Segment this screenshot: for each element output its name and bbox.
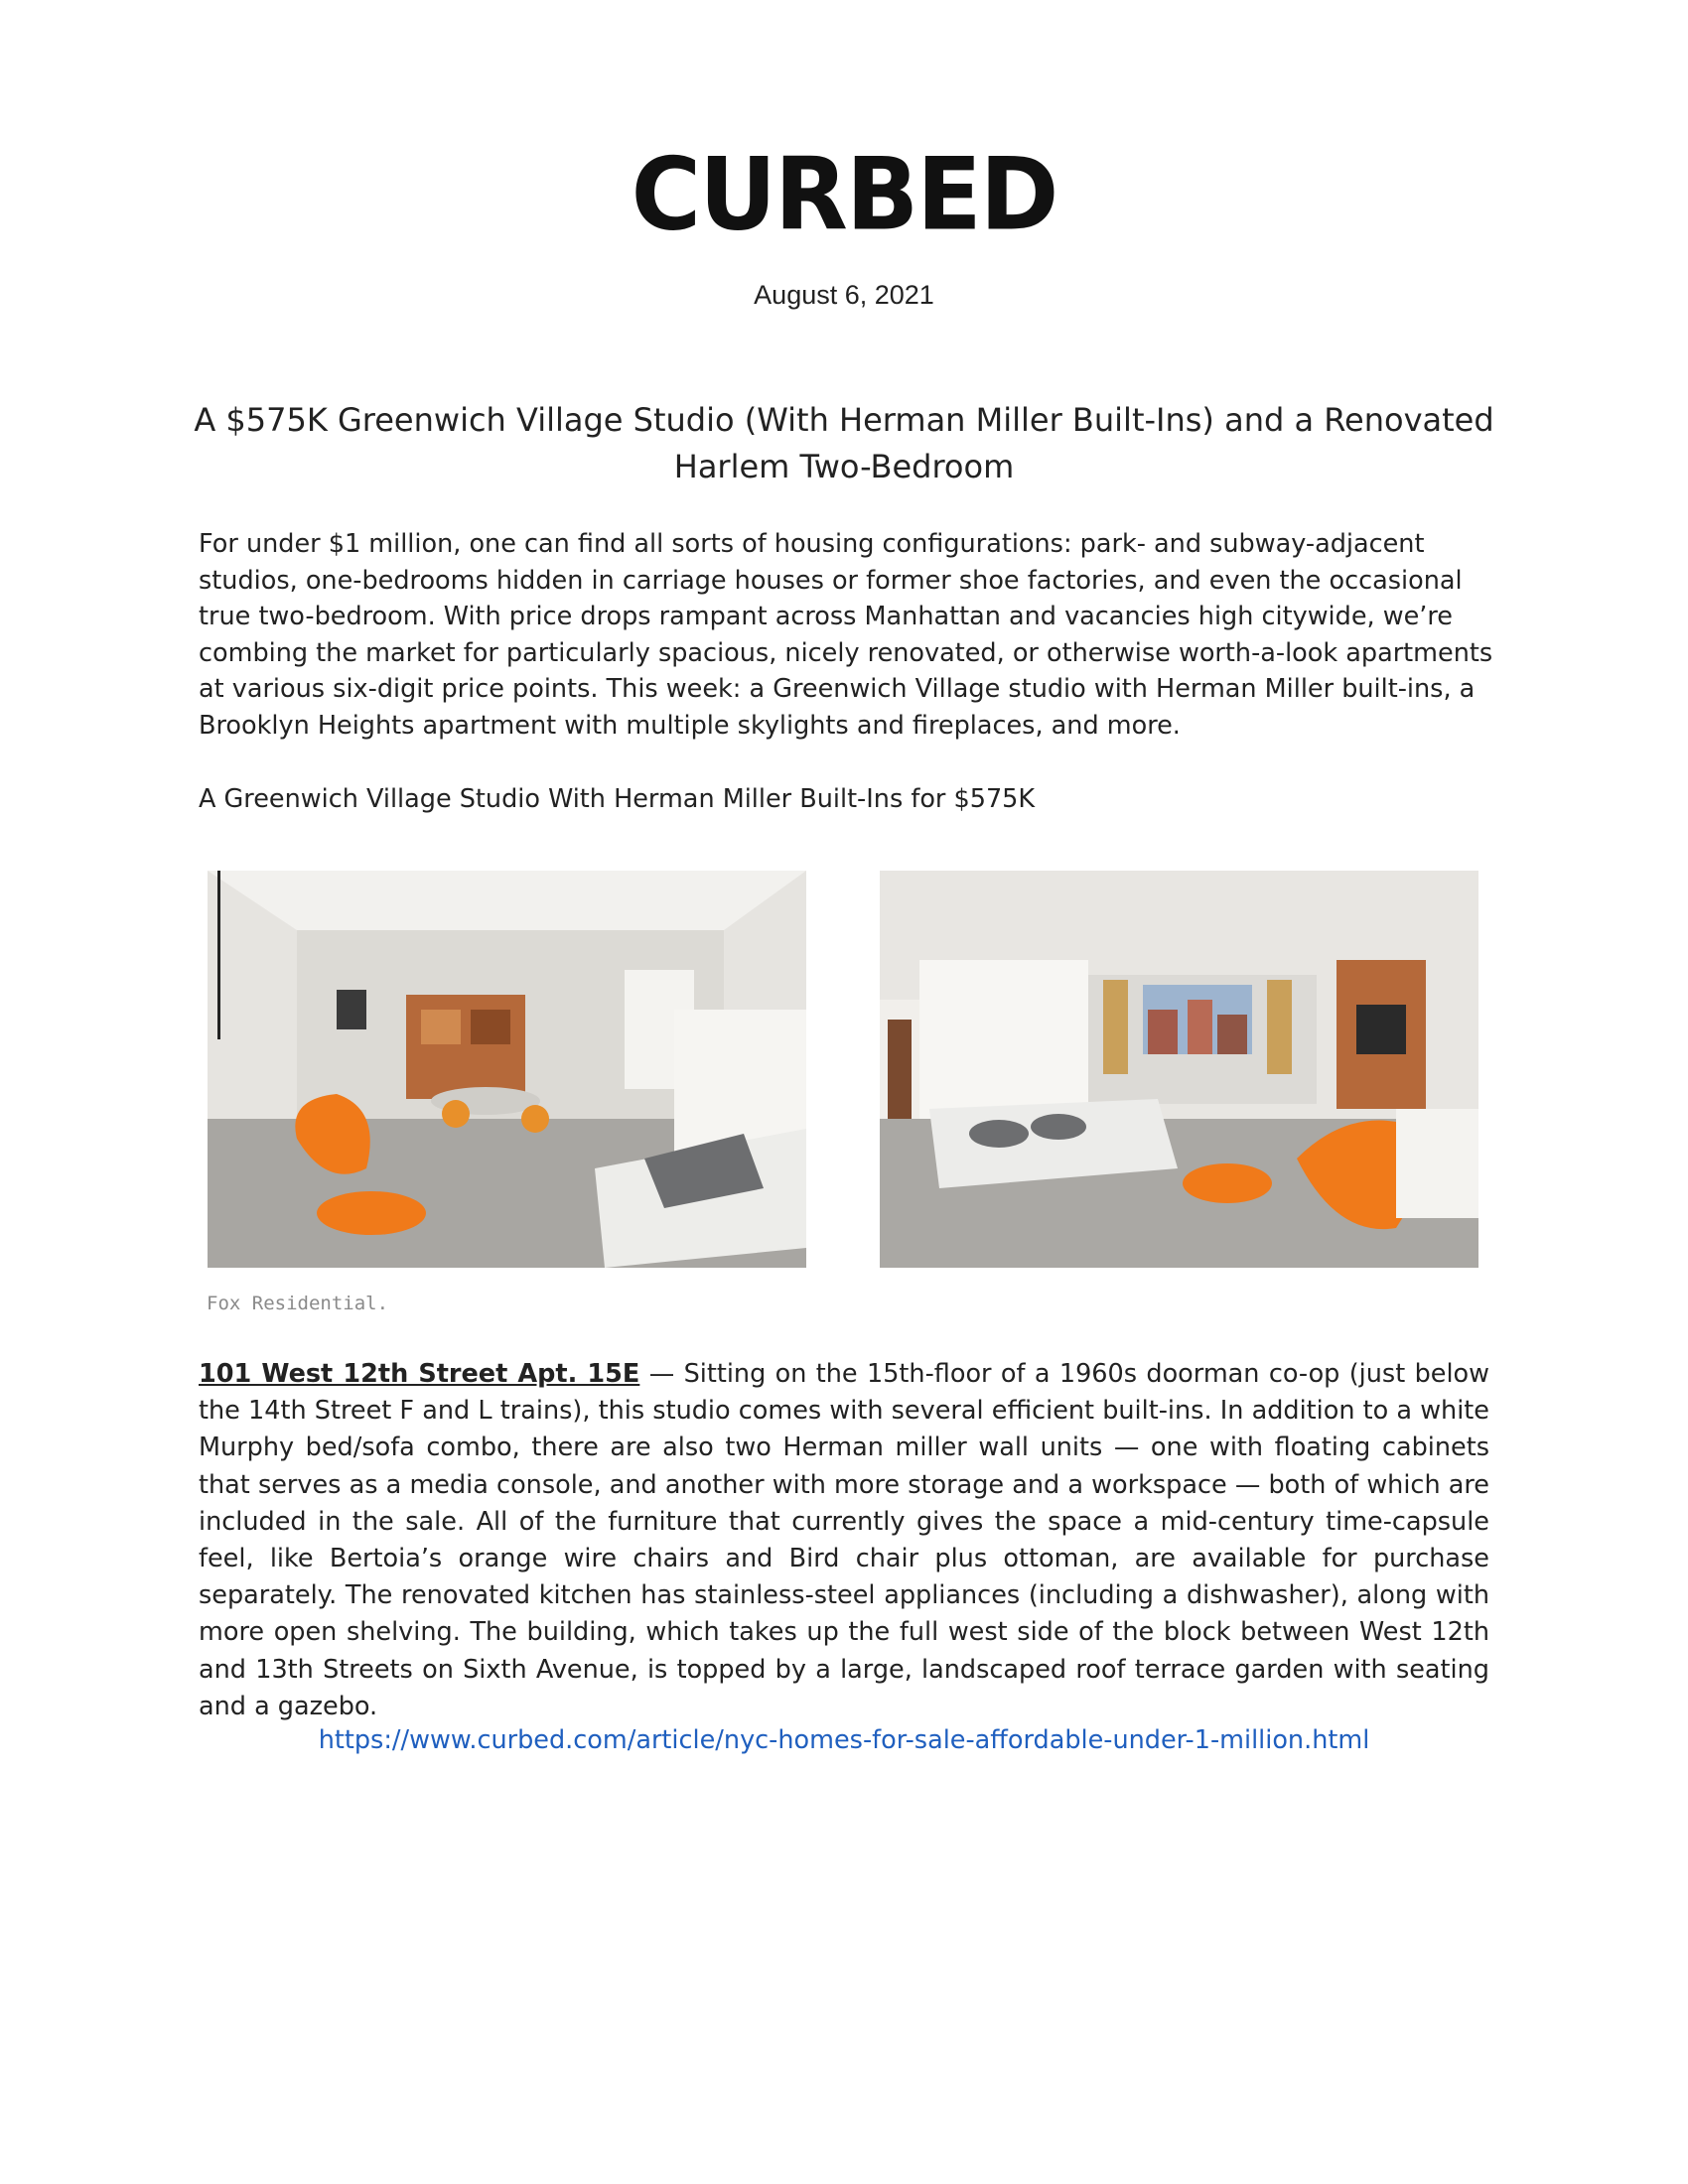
studio-photo-right [880, 871, 1478, 1268]
logo-wordmark: CURBED [631, 136, 1057, 253]
article-intro: For under $1 million, one can find all sorts of housing configurations: park- and subway-adjacent studios, one-bedrooms hidden in carriage houses or former shoe factories, and even the occasional true two-bedroom. With price drops rampant across Manhattan and vacancies high citywide, we’re combing the market for particularly spacious, nicely renovated, or otherwise worth-a-look apartments at various six-digit price points. This week: a Greenwich Village studio with Herman Miller built-ins, a Brooklyn Heights apartment with multiple skylights and fireplaces, and more. [199, 529, 1493, 741]
studio-photo-left [208, 871, 806, 1268]
listing-address-link[interactable]: 101 West 12th Street Apt. 15E [199, 1359, 640, 1389]
article-title: A $575K Greenwich Village Studio (With Herman Miller Built-Ins) and a Renovated Harlem Two-Bedroom [194, 401, 1494, 485]
listing-description [199, 1356, 1489, 1725]
curbed-logo [0, 136, 1688, 253]
source-url-link[interactable]: https://www.curbed.com/article/nyc-homes-for-sale-affordable-under-1-million.html [318, 1725, 1370, 1755]
publication-date: August 6, 2021 [754, 280, 934, 310]
listing-body-text: — Sitting on the 15th-floor of a 1960s doorman co-op (just below the 14th Street F and L trains), this studio comes with several efficient built-ins. In addition to a white Murphy bed/sofa combo, there are also two Herman miller wall units — one with floating cabinets that serves as a media console, and another with more storage and a workspace — both of which are included in the sale. All of the furniture that currently gives the space a mid-century time-capsule feel, like Bertoia’s orange wire chairs and Bird chair plus ottoman, are available for purchase separately. The renovated kitchen has stainless-steel appliances (including a dishwasher), along with more open shelving. The building, which takes up the full west side of the block between West 12th and 13th Streets on Sixth Avenue, is topped by a large, landscaped roof terrace garden with seating and a gazebo. [199, 1359, 1490, 1721]
listing-subhead: A Greenwich Village Studio With Herman Miller Built-Ins for $575K [199, 784, 1036, 814]
photo-credit: Fox Residential. [207, 1293, 389, 1314]
